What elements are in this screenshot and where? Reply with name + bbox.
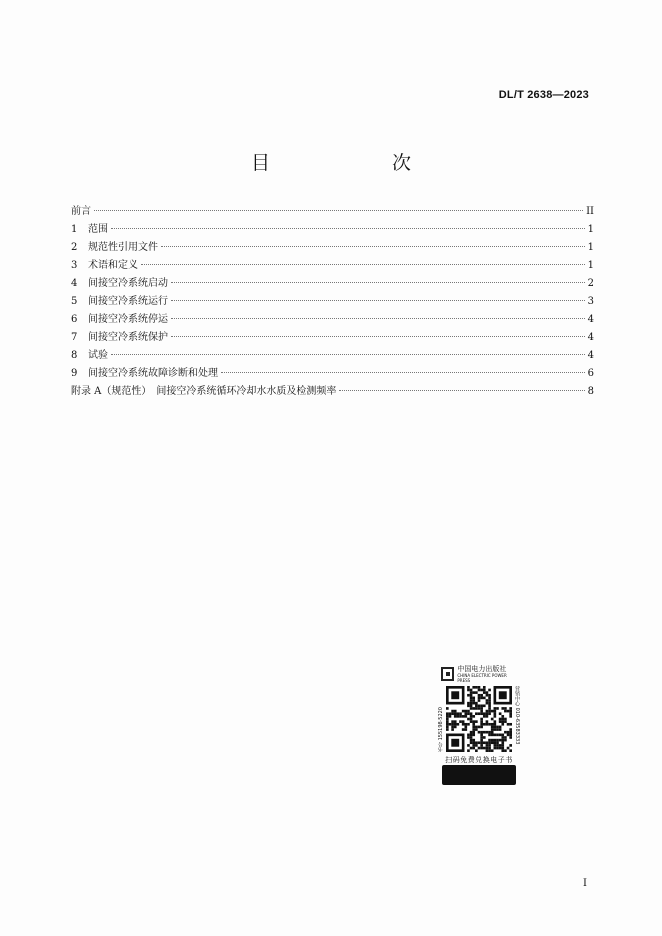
- toc-entry-page: 4: [587, 350, 594, 361]
- toc-entry-label: 试验: [88, 350, 108, 361]
- toc-entry-label: 间接空冷系统运行: [88, 296, 168, 307]
- toc-entry-page: 2: [587, 278, 594, 289]
- table-of-contents: [71, 203, 594, 401]
- toc-entry-number: 3: [71, 260, 78, 271]
- toc-leader-dots: [141, 264, 585, 265]
- toc-entry-number: 6: [71, 314, 78, 325]
- toc-leader-dots: [171, 282, 585, 283]
- toc-entry[interactable]: [71, 329, 594, 347]
- toc-entry-number: 2: [71, 242, 78, 253]
- toc-entry[interactable]: [71, 203, 594, 221]
- page-number: I: [583, 878, 587, 889]
- toc-entry-number: 4: [71, 278, 78, 289]
- standard-code: DL/T 2638—2023: [498, 89, 589, 101]
- toc-entry[interactable]: [71, 311, 594, 329]
- toc-entry-number: 7: [71, 332, 78, 343]
- toc-entry-label: 间接空冷系统保护: [88, 332, 168, 343]
- toc-entry-number: 8: [71, 350, 78, 361]
- toc-entry-page: 6: [587, 368, 594, 379]
- toc-entry[interactable]: [71, 239, 594, 257]
- toc-entry-page: II: [586, 206, 594, 217]
- toc-leader-dots: [161, 246, 585, 247]
- toc-entry-label: 术语和定义: [88, 260, 138, 271]
- toc-entry[interactable]: [71, 383, 594, 401]
- toc-entry-label: 前言: [71, 206, 91, 217]
- toc-leader-dots: [111, 354, 585, 355]
- toc-entry-page: 3: [587, 296, 594, 307]
- qr-code-block[interactable]: [437, 664, 521, 786]
- toc-entry-page: 4: [587, 332, 594, 343]
- toc-entry-page: 1: [587, 224, 594, 235]
- toc-entry-page: 8: [587, 386, 594, 397]
- toc-entry-number: 9: [71, 368, 78, 379]
- toc-leader-dots: [221, 372, 585, 373]
- toc-entry-page: 4: [587, 314, 594, 325]
- toc-entry-label: 规范性引用文件: [88, 242, 158, 253]
- publisher-logo-icon: [441, 667, 454, 681]
- toc-entry-page: 1: [587, 242, 594, 253]
- toc-entry-page: 1: [587, 260, 594, 271]
- toc-leader-dots: [94, 210, 583, 211]
- phone-text: 营销中心 010-63583333: [514, 686, 520, 745]
- toc-leader-dots: [171, 300, 585, 301]
- qr-code-icon[interactable]: [446, 686, 512, 752]
- toc-entry-label: 附录 A（规范性） 间接空冷系统循环冷却水水质及检测频率: [71, 386, 337, 397]
- toc-leader-dots: [339, 390, 584, 391]
- toc-entry[interactable]: [71, 275, 594, 293]
- publisher-logo: [441, 664, 517, 684]
- toc-leader-dots: [111, 228, 585, 229]
- toc-leader-dots: [171, 318, 585, 319]
- toc-entry-label: 间接空冷系统启动: [88, 278, 168, 289]
- qr-caption: 扫码免费兑换电子书: [445, 756, 513, 764]
- toc-leader-dots: [171, 336, 585, 337]
- toc-entry-number: 5: [71, 296, 78, 307]
- toc-entry[interactable]: [71, 365, 594, 383]
- toc-entry[interactable]: [71, 221, 594, 239]
- toc-title: 目 次: [250, 152, 439, 174]
- toc-entry[interactable]: [71, 347, 594, 365]
- scratch-code-panel[interactable]: [442, 765, 516, 785]
- toc-entry-label: 范围: [88, 224, 108, 235]
- toc-entry[interactable]: [71, 257, 594, 275]
- toc-entry-label: 间接空冷系统故障诊断和处理: [88, 368, 218, 379]
- publisher-english-name: CHINA ELECTRIC POWER PRESS: [457, 673, 507, 683]
- toc-entry-number: 1: [71, 224, 78, 235]
- toc-entry-label: 间接空冷系统停运: [88, 314, 168, 325]
- publisher-name: 中国电力出版社: [457, 665, 507, 673]
- toc-entry[interactable]: [71, 293, 594, 311]
- isbn-text: 书号 155198·5220: [438, 707, 444, 752]
